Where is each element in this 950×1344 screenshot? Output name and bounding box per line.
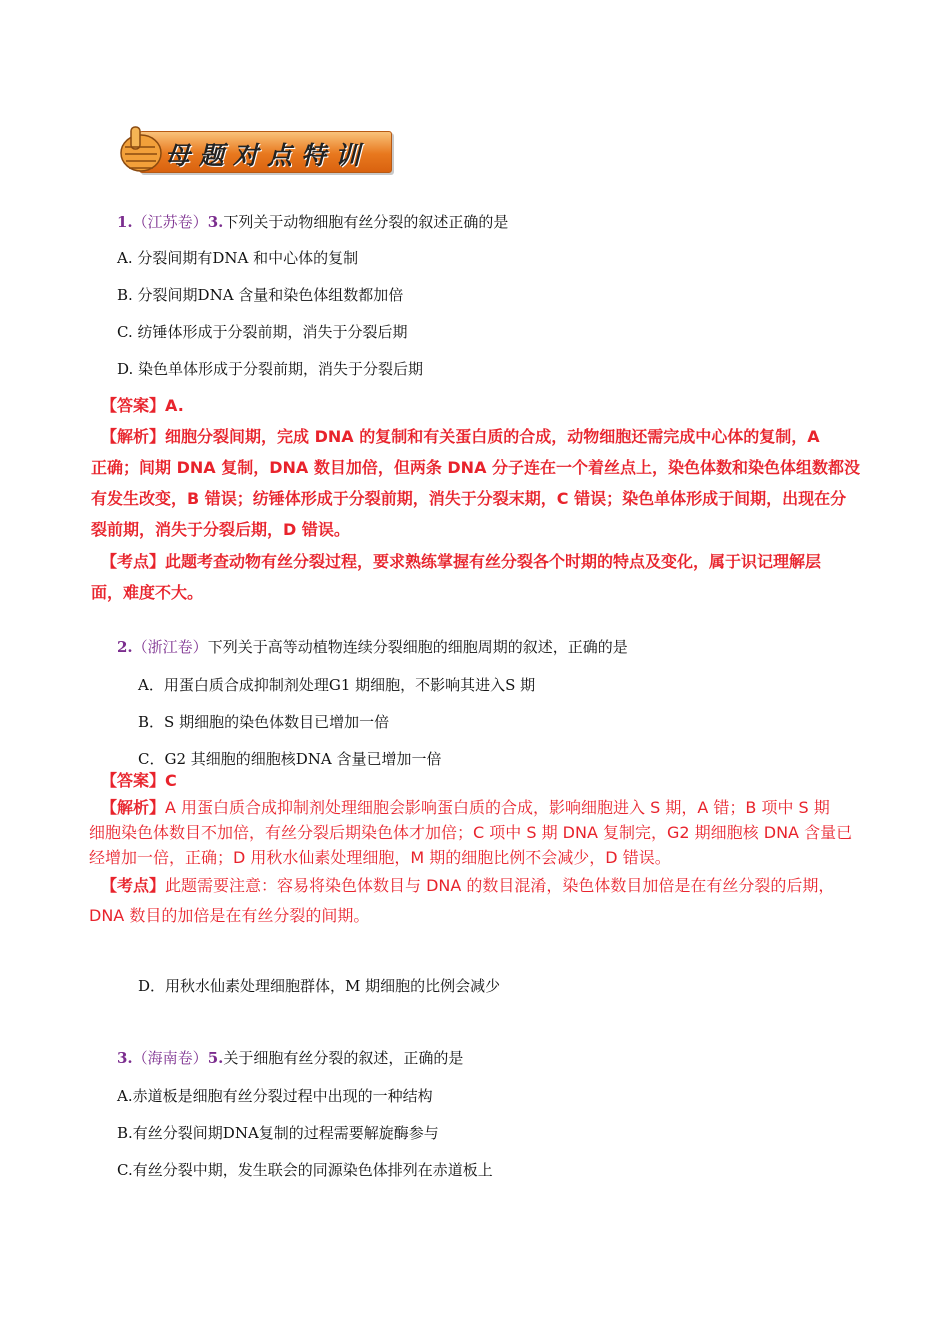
q2-kaodian-label: 【考点】 [101,876,166,895]
q3-stem: 关于细胞有丝分裂的叙述，正确的是 [223,1049,464,1067]
q2-source: （浙江卷） [132,638,208,656]
section-banner [117,123,390,175]
q2-answer-value: C [165,771,177,790]
q2-answer [101,768,177,791]
q1-option-a: A. 分裂间期有DNA 和中心体的复制 [117,249,359,267]
banner-title: 母题对点特训 [165,141,370,170]
q1-kaodian-line [101,549,821,572]
q1-stem: 下列关于动物细胞有丝分裂的叙述正确的是 [223,213,509,231]
q1-number: 1. [117,213,133,231]
q2-number: 2. [117,638,133,656]
q2-option-b: B．S 期细胞的染色体数目已增加一倍 [138,713,390,731]
q3-option-c: C.有丝分裂中期，发生联会的同源染色体排列在赤道板上 [117,1161,493,1179]
q1-kaodian-text: 此题考查动物有丝分裂过程，要求熟练掌握有丝分裂各个时期的特点及变化，属于识记理解层 [165,552,822,571]
q1-analysis-line: 正确；间期 DNA 复制，DNA 数目加倍，但两条 DNA 分子连在一个着丝点上，染色体数和染色体组数都没 [91,458,861,477]
q1-analysis-text: 细胞分裂间期，完成 DNA 的复制和有关蛋白质的合成，动物细胞还需完成中心体的复制，A [165,427,820,446]
q3-stem-line [117,1047,463,1068]
q1-analysis-line: 裂前期，消失于分裂后期，D 错误。 [91,520,350,539]
q1-answer [101,393,184,416]
q2-option-c: C．G2 其细胞的细胞核DNA 含量已增加一倍 [138,750,442,768]
q1-source: （江苏卷） [132,213,208,231]
q2-answer-label: 【答案】 [101,771,166,790]
q1-analysis-label: 【解析】 [101,427,166,446]
q2-analysis-line: 细胞染色体数目不加倍，有丝分裂后期染色体才加倍；C 项中 S 期 DNA 复制完，G2 期细胞核 DNA 含量已 [89,823,853,842]
q2-option-d: D．用秋水仙素处理细胞群体，M 期细胞的比例会减少 [138,977,501,995]
q2-kaodian-line [101,873,834,896]
q1-kaodian-line: 面，难度不大。 [91,583,204,602]
q2-kaodian-line: DNA 数目的加倍是在有丝分裂的间期。 [89,906,370,925]
q1-subnumber: 3. [207,213,224,231]
q3-subnumber: 5. [207,1049,224,1067]
q3-option-a: A.赤道板是细胞有丝分裂过程中出现的一种结构 [117,1087,433,1105]
q2-analysis-line [101,795,830,818]
q2-analysis-text: A 用蛋白质合成抑制剂处理细胞会影响蛋白质的合成，影响细胞进入 S 期，A 错；B 项中 S 期 [165,798,830,817]
q2-stem-line [117,636,628,657]
q2-analysis-label: 【解析】 [101,798,166,817]
q1-analysis-line: 有发生改变，B 错误；纺锤体形成于分裂前期，消失于分裂末期，C 错误；染色单体形成于间期，出现在分 [91,489,847,508]
q2-option-a: A．用蛋白质合成抑制剂处理G1 期细胞，不影响其进入S 期 [138,676,536,694]
q1-option-c: C. 纺锤体形成于分裂前期，消失于分裂后期 [117,323,408,341]
q1-stem-line [117,211,508,232]
q1-option-b: B. 分裂间期DNA 含量和染色体组数都加倍 [117,286,404,304]
q2-analysis-line: 经增加一倍，正确；D 用秋水仙素处理细胞，M 期的细胞比例不会减少，D 错误。 [89,848,671,867]
q1-option-d: D. 染色单体形成于分裂前期，消失于分裂后期 [117,360,424,378]
q3-option-b: B.有丝分裂间期DNA复制的过程需要解旋酶参与 [117,1124,439,1142]
q3-number: 3. [117,1049,133,1067]
q2-kaodian-text: 此题需要注意：容易将染色体数目与 DNA 的数目混淆，染色体数目加倍是在有丝分裂的后期， [165,876,835,895]
q1-kaodian-label: 【考点】 [101,552,166,571]
thumbs-up-icon [117,123,163,175]
q1-analysis-line [101,424,820,447]
q3-source: （海南卷） [132,1049,208,1067]
q2-stem: 下列关于高等动植物连续分裂细胞的细胞周期的叙述，正确的是 [207,638,628,656]
q1-answer-label: 【答案】 [101,396,166,415]
q1-answer-value: A. [165,396,184,415]
